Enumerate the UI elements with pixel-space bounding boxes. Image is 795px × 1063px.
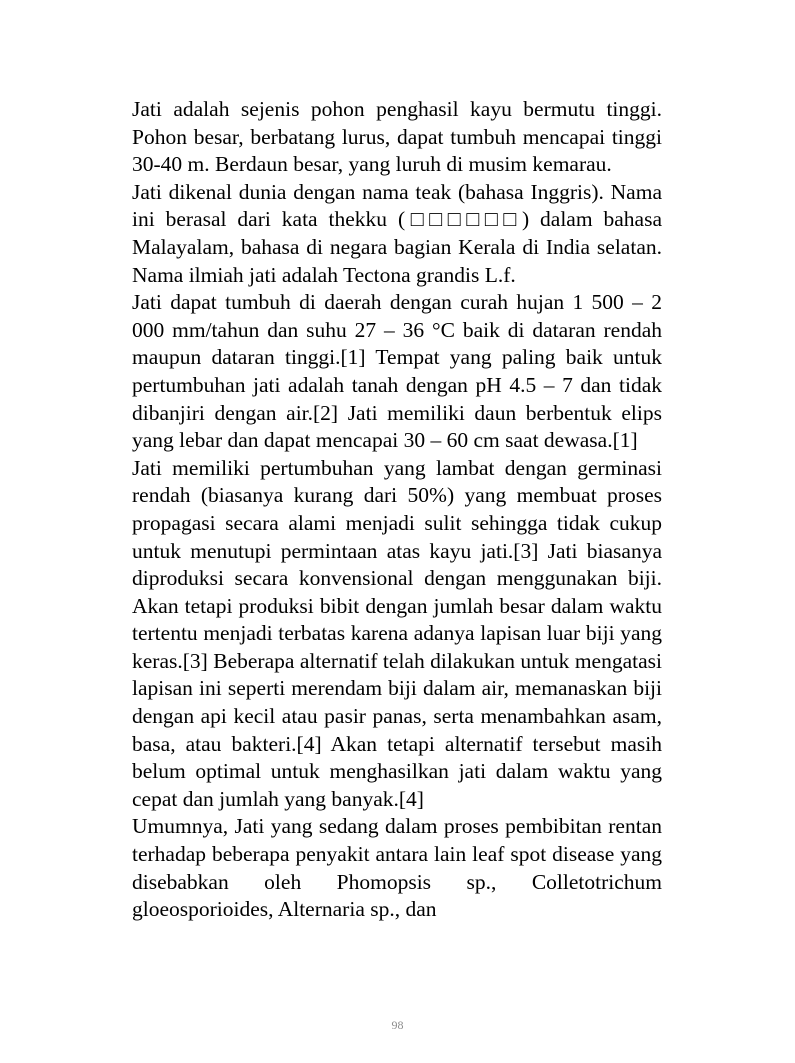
paragraph-jati-propagation: Jati memiliki pertumbuhan yang lambat dengan germinasi rendah (biasanya kurang dari 50%) yang membuat proses propagasi secara alami menjadi sulit sehingga tidak cukup untuk menutupi permintaan atas kayu jati.[3] Jati biasanya diproduksi secara konvensional dengan menggunakan biji. Akan tetapi produksi bibit dengan jumlah besar dalam waktu tertentu menjadi terbatas karena adanya lapisan luar biji yang keras.[3] Beberapa alternatif telah dilakukan untuk mengatasi lapisan ini seperti merendam biji dalam air, memanaskan biji dengan api kecil atau pasir panas, serta menambahkan asam, basa, atau bakteri.[4] Akan tetapi alternatif tersebut masih belum optimal untuk menghasilkan jati dalam waktu yang cepat dan jumlah yang banyak.[4] [132,455,662,811]
paragraph-jati-growth-conditions: Jati dapat tumbuh di daerah dengan curah hujan 1 500 – 2 000 mm/tahun dan suhu 27 – 36 °C baik di dataran rendah maupun dataran tinggi.[1] Tempat yang paling baik untuk pertumbuhan jati adalah tanah dengan pH 4.5 – 7 dan tidak dibanjiri dengan air.[2] Jati memiliki daun berbentuk elips yang lebar dan dapat mencapai 30 – 60 cm saat dewasa.[1] [132,290,662,453]
document-body [132,96,662,924]
paragraph-jati-diseases: Umumnya, Jati yang sedang dalam proses pembibitan rentan terhadap beberapa penyakit antara lain leaf spot disease yang disebabkan oleh Phomopsis sp., Colletotrichum gloeosporioides, Alternaria sp., dan [132,814,662,922]
paragraph-jati-definition: Jati adalah sejenis pohon penghasil kayu bermutu tinggi. Pohon besar, berbatang lurus, dapat tumbuh mencapai tinggi 30-40 m. Berdaun besar, yang luruh di musim kemarau. [132,97,662,177]
paragraph-jati-name-origin: Jati dikenal dunia dengan nama teak (bahasa Inggris). Nama ini berasal dari kata thekku (□□□□□□) dalam bahasa Malayalam, bahasa di negara bagian Kerala di India selatan. Nama ilmiah jati adalah Tectona grandis L.f. [132,179,662,287]
page-number: 98 [391,1018,404,1032]
